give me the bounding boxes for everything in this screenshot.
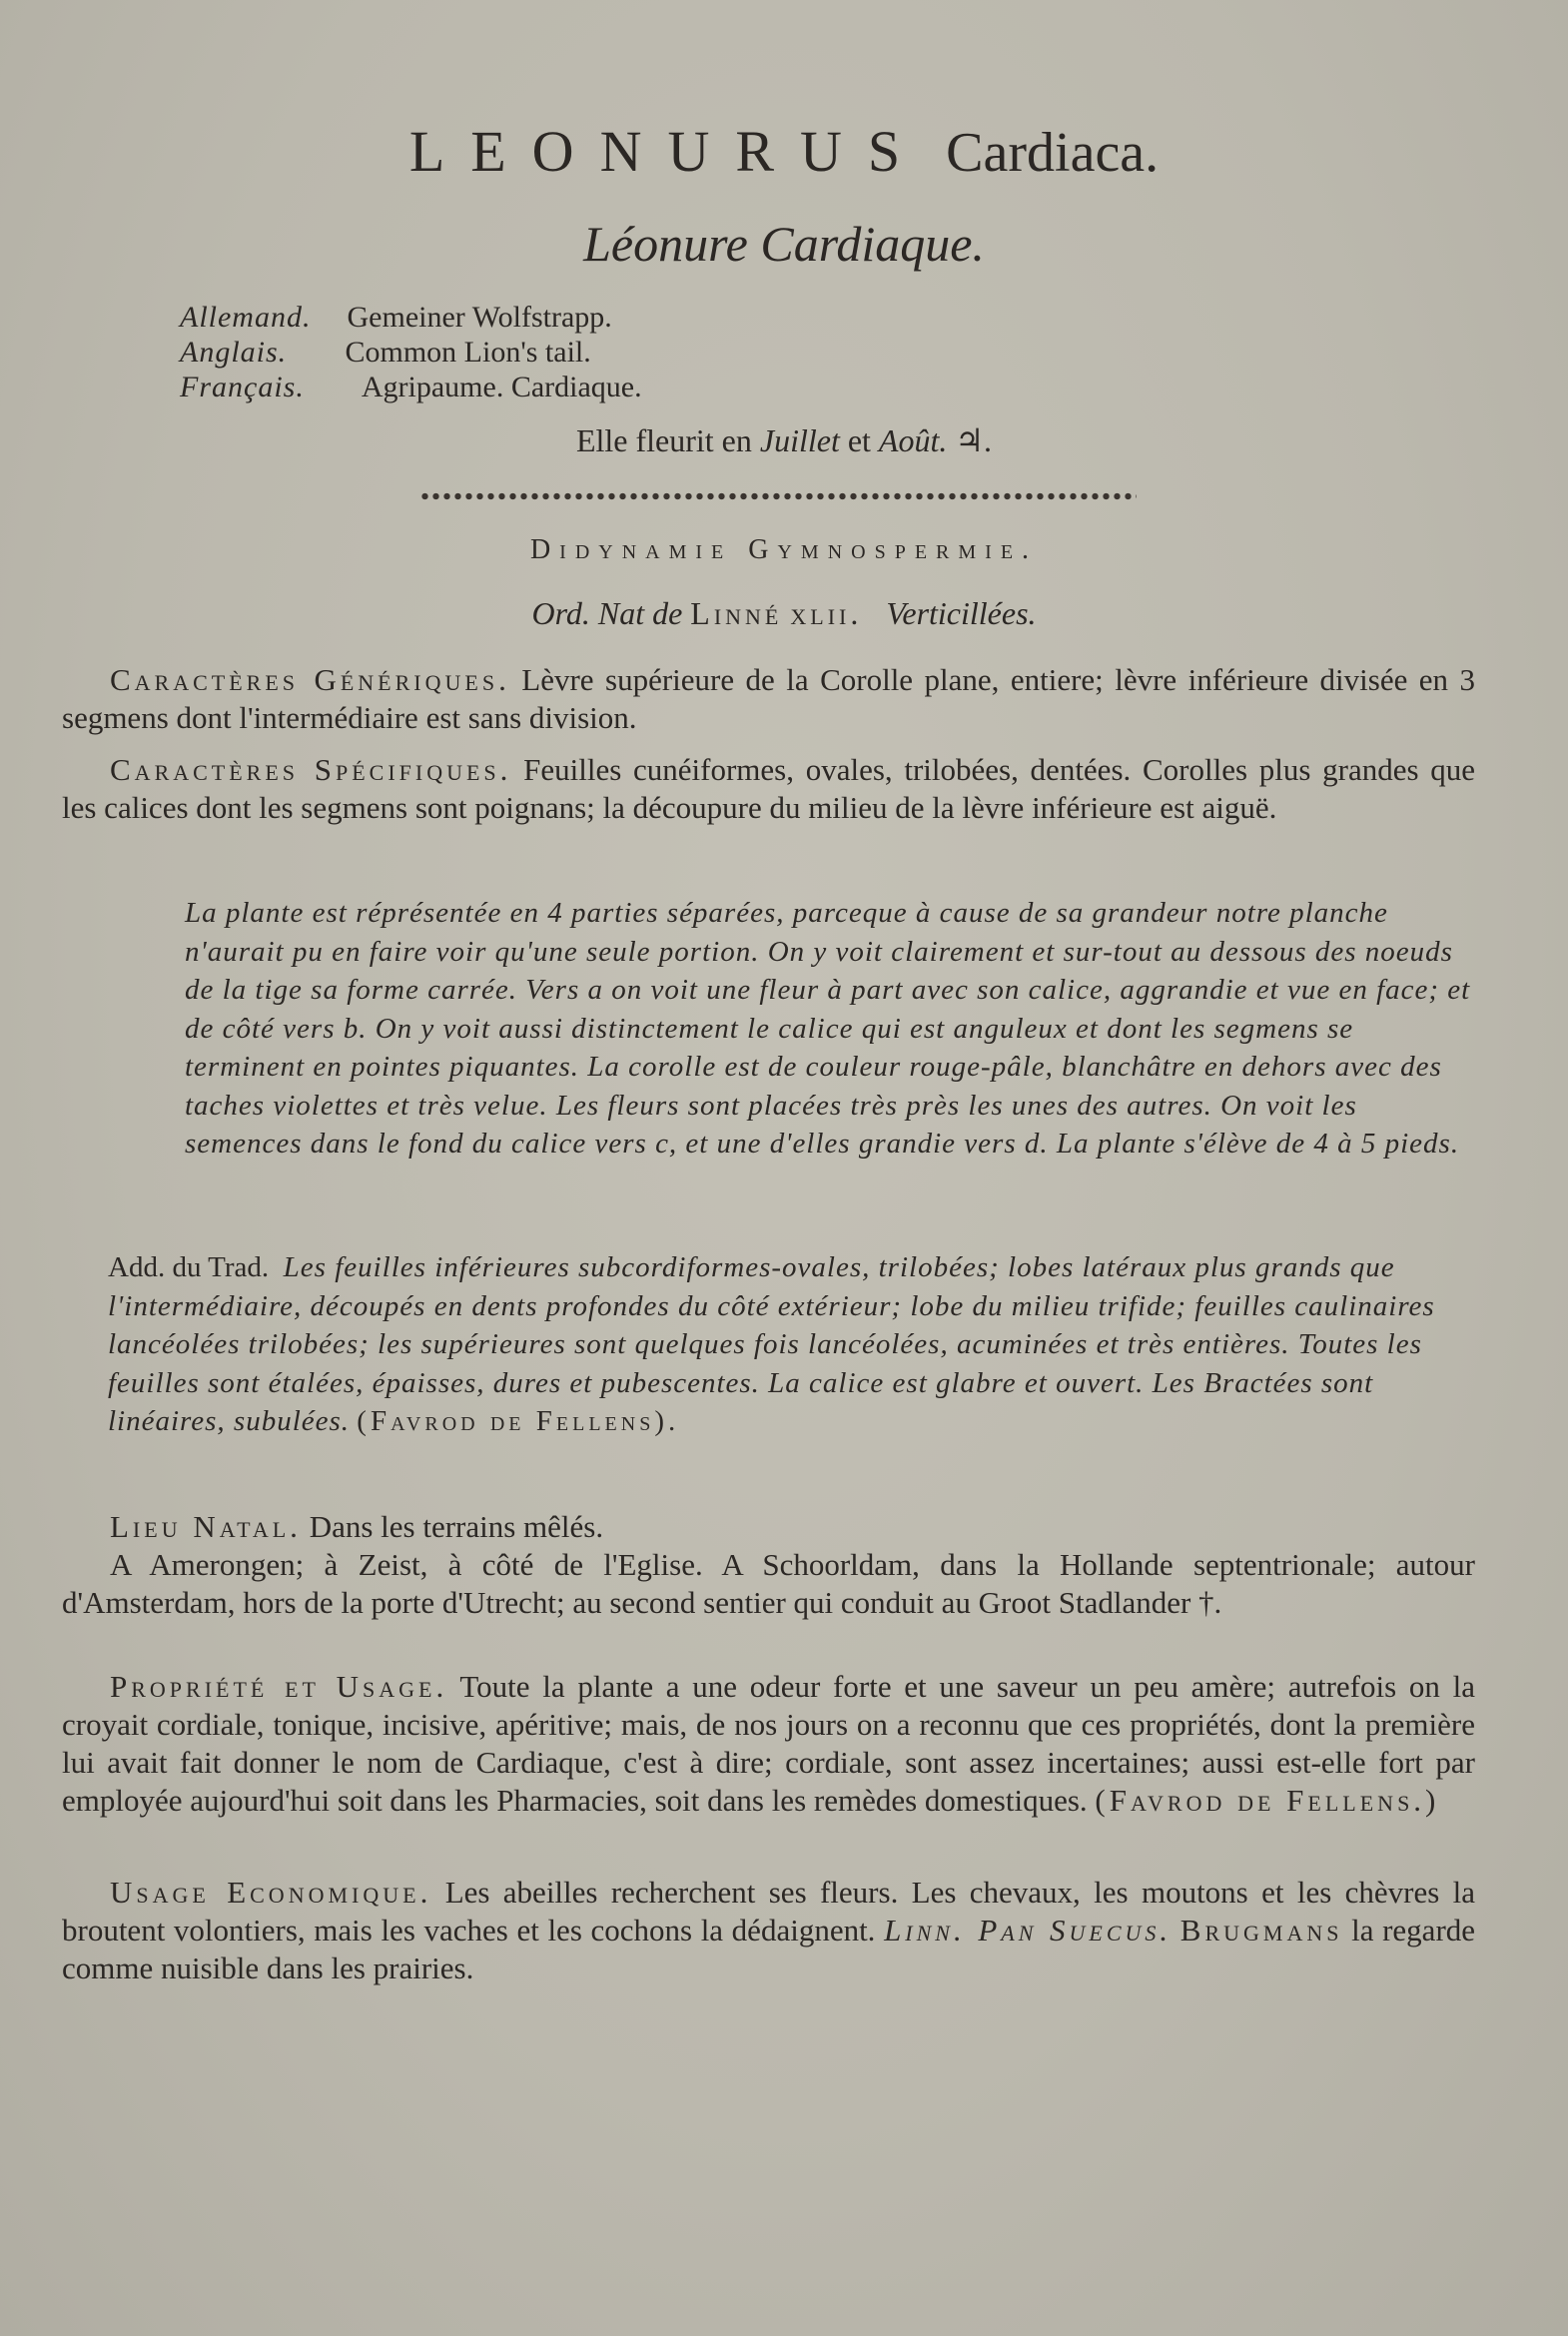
add-trad-text: Les feuilles inférieures subcordiformes-ovales, trilobées; lobes latéraux plus grands que l'intermédiaire, découpés en dents profondes du côté extérieur; lobe du milieu trifide; feuilles caulinaires lancéolées trilobées; les supérieures sont quelques fois lancéolées, acuminées et très entières. Toutes les feuilles sont étalées, épaisses, dures et pubescentes. La calice est glabre et ouvert. Les Bractées sont linéaires, subulées.	[108, 1251, 1435, 1437]
section-heading: Lieu Natal.	[110, 1509, 302, 1544]
translator-addition	[108, 1248, 1476, 1441]
species-name: Cardiaca.	[946, 122, 1160, 184]
properties-usage	[62, 1668, 1475, 1820]
economic-tail: la regarde comme nuisible dans les prairies.	[62, 1913, 1476, 1985]
order-prefix: Ord. Nat de	[531, 595, 683, 631]
common-names	[180, 300, 642, 404]
common-name: Common Lion's tail.	[345, 336, 591, 369]
ornamental-divider	[419, 491, 1137, 501]
section-text: Lèvre supérieure de la Corolle plane, entiere; lèvre inférieure divisée en 3 segmens dont l'intermédiaire est sans division.	[62, 662, 1475, 735]
section-heading: Caractères Génériques.	[110, 662, 510, 697]
flowering-month: Août.	[878, 422, 948, 458]
common-name-row	[180, 335, 642, 370]
order-author: Linné	[690, 595, 783, 631]
section-text: Dans les terrains mêlés.	[309, 1509, 604, 1544]
order-family: Verticillées.	[886, 595, 1037, 631]
generic-characters	[62, 661, 1475, 737]
linnaeus-reference: Linn. Pan Suecus.	[884, 1913, 1173, 1947]
brugmans-name: Brugmans	[1179, 1913, 1343, 1947]
add-trad-label: Add. du Trad.	[108, 1251, 270, 1283]
add-trad-credit: (Favrod de Fellens).	[357, 1405, 680, 1437]
french-name: Léonure Cardiaque.	[583, 216, 985, 272]
common-name: Agripaume. Cardiaque.	[361, 371, 642, 403]
section-heading: Usage Economique.	[110, 1875, 432, 1910]
plate-description: La plante est réprésentée en 4 parties séparées, parceque à cause de sa grandeur notre planche n'aurait pu en faire voir qu'une seule portion. On y voit clairement et sur-tout au dessous des noeuds de la tige sa forme carrée. Vers a on voit une fleur à part avec son calice, aggrandie et vue en face; et de côté vers b. On y voit aussi distinctement le calice qui est anguleux et dont les segmens se terminent en pointes piquantes. La corolle est de couleur rouge-pâle, blanchâtre en dehors avec des taches violettes et très velue. Les fleurs sont placées très près les unes des autres. On voit les semences dans le fond du calice vers c, et une d'elles grandie vers d. La plante s'élève de 4 à 5 pieds.	[185, 897, 1471, 1160]
section-text: Feuilles cunéiformes, ovales, trilobées, dentées. Corolles plus grandes que les calices dont les segmens sont poignans; la découpure du milieu de la lèvre inférieure est aiguë.	[62, 752, 1476, 825]
perennial-symbol: ♃.	[955, 422, 993, 458]
genus-name: LEONURUS	[408, 119, 927, 184]
language-label: Allemand.	[180, 301, 312, 334]
section-text: Les abeilles recherchent ses fleurs. Les chevaux, les moutons et les chèvres la broutent volontiers, mais les vaches et les cochons la dédaignent.	[62, 1875, 1476, 1947]
section-text: Toute la plante a une odeur forte et une saveur un peu amère; autrefois on la croyait cordiale, tonique, incisive, apéritive; mais, de nos jours on a reconnu que ces propriétés, dont la première lui avait fait donner le nom de Cardiaque, c'est à dire; cordiale, sont assez incertaines; aussi est-elle fort par employée aujourd'hui soit dans les Pharmacies, soit dans les remèdes domestiques.	[62, 1669, 1475, 1818]
section-heading: Caractères Spécifiques.	[110, 752, 512, 787]
language-label: Français.	[180, 371, 305, 403]
flowering-conj: et	[847, 422, 871, 458]
common-name: Gemeiner Wolfstrapp.	[347, 301, 612, 334]
natural-order	[0, 595, 1568, 632]
common-name-row	[180, 300, 642, 335]
specific-characters	[62, 751, 1475, 827]
economic-usage	[62, 1874, 1475, 1987]
language-label: Anglais.	[180, 336, 288, 369]
page-title	[0, 118, 1568, 185]
order-number: xlii.	[790, 595, 863, 631]
habitat	[62, 1508, 1475, 1622]
flowering-line	[0, 421, 1568, 459]
habitat-locations: A Amerongen; à Zeist, à côté de l'Eglise. A Schoorldam, dans la Hollande septentrionale; autour d'Amsterdam, hors de la porte d'Utrecht; au second sentier qui conduit au Groot Stadlander †.	[62, 1547, 1475, 1620]
common-name-row	[180, 370, 642, 404]
flowering-prefix: Elle fleurit en	[575, 422, 752, 458]
section-heading: Propriété et Usage.	[110, 1669, 448, 1704]
flowering-month: Juillet	[759, 422, 840, 458]
properties-credit: (Favrod de Fellens.)	[1095, 1783, 1440, 1818]
linnaean-class: Didynamie Gymnospermie.	[529, 534, 1039, 565]
